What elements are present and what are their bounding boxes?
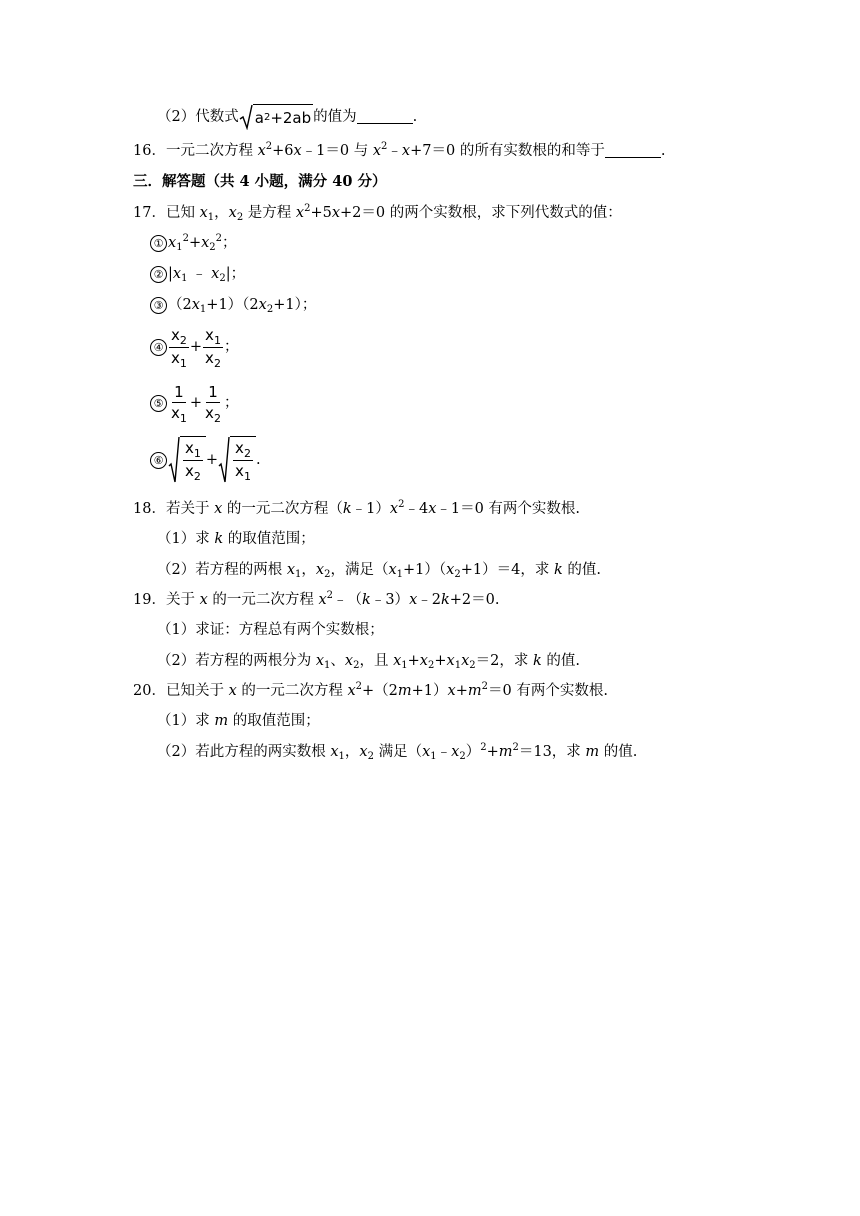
q18-part1: （1）求 k 的取值范围； [157,531,315,547]
q18-part2: （2）若方程的两根 $x_1$，$x_2$，满足$(x_1+1)(x_2+1)=4$，求 k 的值. [157,562,601,580]
q19-part1: （1）求证：方程总有两个实数根； [157,622,384,638]
answer-blank [357,109,413,124]
q20-part1: （1）求 m 的取值范围； [157,713,320,729]
q17-item-5: ⑤ $\frac{1}{x_1}$ + $\frac{1}{x_2}$ ； [150,380,238,426]
answer-blank [605,143,661,158]
question-18: 18．若关于 x 的一元二次方程$(k﹣1)x^2﹣4x﹣1=0$ 有两个实数根. [133,499,581,517]
q17-item-3: ③ $(2x_1+1)(2x_2+1)$； [150,295,316,315]
radical-sign-icon [218,436,230,484]
radical-sign-icon [239,104,253,130]
item-marker: ⑤ [150,395,167,412]
fraction-x2-over-x1: $\frac{x_2}{x_1}$ [171,325,187,370]
fraction-1-over-x2: $\frac{1}{x_2}$ [205,382,221,425]
item-marker: ⑥ [150,452,167,469]
sqrt-fraction: $\frac{x_2}{x_1}$ [218,436,256,484]
q17-item-1: ① $x_1^2+x_2^2$； [150,233,237,253]
fraction-x1-over-x2: $\frac{x_1}{x_2}$ [205,325,221,370]
section-heading: 三．解答题（共 4 小题，满分 40 分） [133,173,387,190]
question-16: 16．一元二次方程 $x^2+6x﹣1=0$ 与 $x^2﹣x+7=0$ 的所有实数根的和等于 . [133,141,666,159]
q15-part2-suffix: 的值为 [313,109,357,125]
q15-part2-prefix: （2）代数式 [157,109,239,125]
question-19: 19．关于 x 的一元二次方程 $x^2﹣(k﹣3)x﹣2k+2=0$. [133,590,500,608]
fraction-1-over-x1: $\frac{1}{x_1}$ [171,382,187,425]
q19-part2: （2）若方程的两根分为 $x_1$、$x_2$，且 $x_1+x_2+x_1x_2=2$，求 k 的值. [157,653,580,671]
question-20: 20．已知关于 x 的一元二次方程 $x^2+(2m+1)x+m^2=0$ 有两个实数根. [133,681,608,699]
q17-item-2: ② $|x_1$ ﹣ $x_2|$； [150,264,245,284]
q17-item-6: ⑥ $\frac{x_1}{x_2}$ + $\frac{x_2}{x_1}$ . [150,435,261,485]
item-marker: ② [150,266,167,283]
item-marker: ① [150,235,167,252]
sqrt-formula: a 2 +2ab [239,104,313,130]
q20-part2: （2）若此方程的两实数根 $x_1$，$x_2$ 满足$(x_1﹣x_2)^2+m^2=13$，求 m 的值. [157,742,638,762]
item-marker: ④ [150,339,167,356]
q17-item-4: ④ $\frac{x_2}{x_1}$ + $\frac{x_1}{x_2}$ ； [150,324,238,370]
radical-sign-icon [168,436,180,484]
q15-part2: （2）代数式 a 2 +2ab 的值为 . [157,104,417,130]
question-17: 17．已知 $x_1$，$x_2$ 是方程 $x^2+5x+2=0$ 的两个实数根，求下列代数式的值： [133,203,622,223]
item-marker: ③ [150,297,167,314]
sqrt-fraction: $\frac{x_1}{x_2}$ [168,436,206,484]
